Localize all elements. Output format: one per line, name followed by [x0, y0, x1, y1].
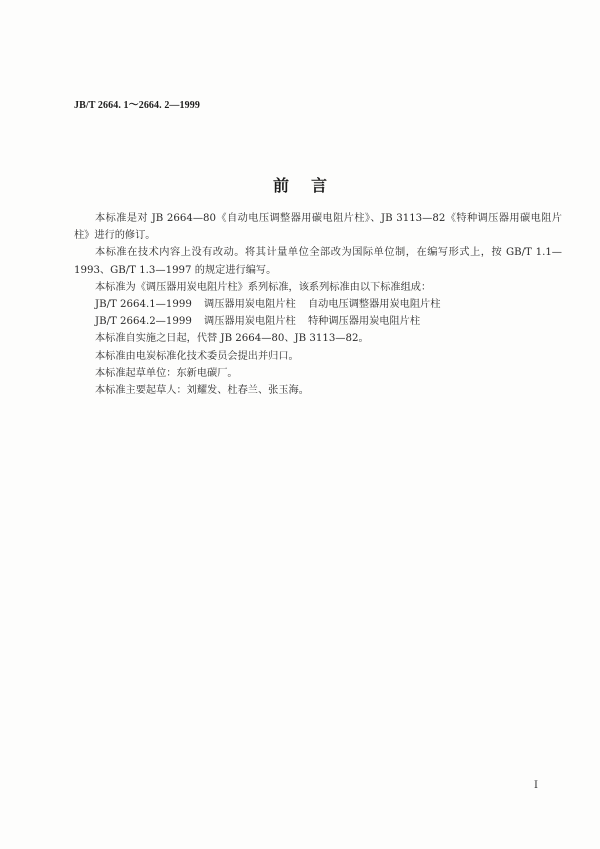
foreword-body — [74, 210, 562, 399]
foreword-heading: 前言 — [272, 176, 349, 195]
paragraph-technical-content: 本标准在技术内容上没有改动。将其计量单位全部改为国际单位制，在编写形式上，按 GB/T 1.1—1993、GB/T 1.3—1997 的规定进行编写。 — [74, 247, 562, 276]
paragraph-series-intro: 本标准为《调压器用炭电阻片柱》系列标准，该系列标准由以下标准组成： — [95, 281, 432, 293]
series-standard-code: JB/T 2664.1—1999 — [95, 299, 192, 311]
series-group-title: 调压器用炭电阻片柱 — [204, 316, 296, 328]
series-list-item — [74, 296, 562, 313]
paragraph-drafting-unit: 本标准起草单位：东新电碳厂。 — [95, 367, 238, 379]
paragraph-revision-note: 本标准是对 JB 2664—80《自动电压调整器用碳电阻片柱》、JB 3113—82《特种调压器用碳电阻片柱》进行的修订。 — [74, 213, 562, 242]
page-number: I — [534, 780, 538, 791]
series-list-item — [74, 313, 562, 330]
paragraph-replacement: 本标准自实施之日起，代替 JB 2664—80、JB 3113—82。 — [95, 333, 369, 345]
paragraph-drafters: 本标准主要起草人：刘耀发、杜春兰、张玉海。 — [95, 385, 309, 397]
series-part-title: 自动电压调整器用炭电阻片柱 — [307, 299, 441, 311]
standard-code-header: JB/T 2664. 1～2664. 2—1999 — [74, 100, 200, 111]
series-standard-code: JB/T 2664.2—1999 — [95, 316, 192, 328]
series-group-title: 调压器用炭电阻片柱 — [204, 299, 296, 311]
series-part-title: 特种调压器用炭电阻片柱 — [307, 316, 421, 328]
paragraph-proposer: 本标准由电炭标准化技术委员会提出并归口。 — [95, 350, 299, 362]
